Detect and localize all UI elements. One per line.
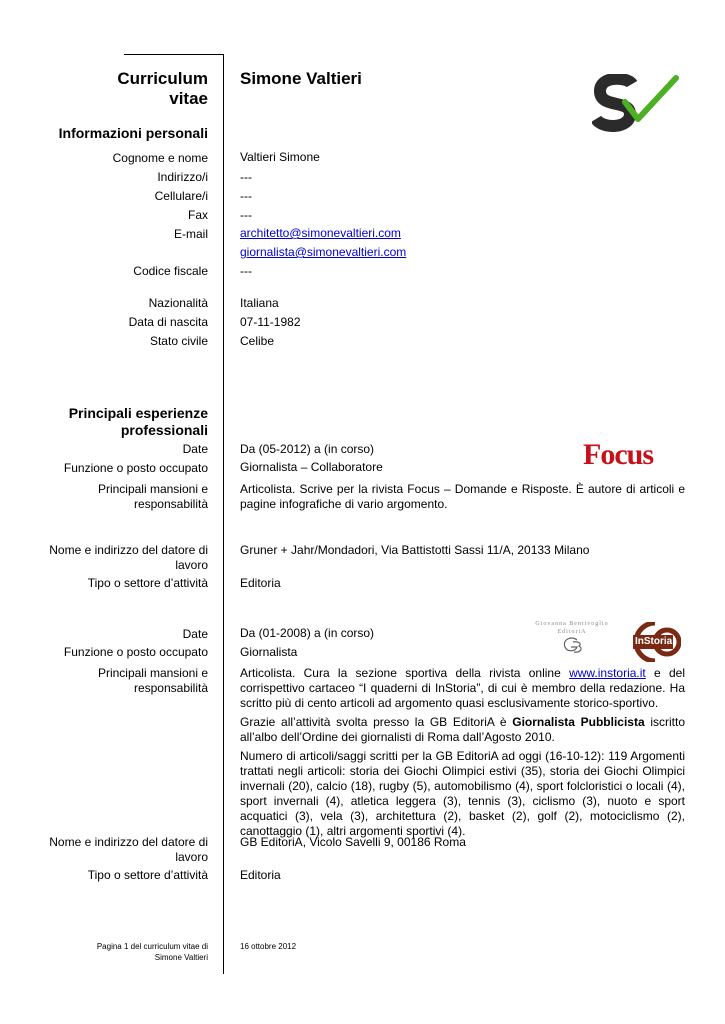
email-link-2[interactable]: giornalista@simonevaltieri.com (240, 245, 407, 259)
job1-sector-value: Editoria (240, 576, 281, 590)
tax-code-value: --- (240, 264, 252, 278)
fax-label: Fax (187, 208, 208, 222)
gb-editoria-logo: Giovanna Bentivoglio EditoriA (526, 620, 618, 659)
tax-code-label: Codice fiscale (133, 264, 208, 278)
job2-sector-value: Editoria (240, 868, 281, 882)
job1-employer-label: Nome e indirizzo del datore di lavoro (49, 543, 208, 572)
job2-duties-paragraph-1: Articolista. Cura la sezione sportiva della rivista online www.instoria.it e del corrispettivo cartaceo “I quaderni di InStoria”, di cui è membro della redazione. Ha scritto più di cento articoli ad argomento quasi esclusivamente storico-sportivo. (240, 666, 686, 710)
job2-duties-paragraph-2: Grazie all’attività svolta presso la GB EditoriA è Giornalista Pubblicista iscritto all’albo dell’Ordine dei giornalisti di Roma dall’Agosto 2010. (240, 715, 685, 744)
column-divider (223, 54, 224, 974)
surname-name-label: Cognome e nome (112, 151, 208, 165)
footer-date: 16 ottobre 2012 (240, 942, 297, 951)
birth-date-label: Data di nascita (128, 315, 208, 329)
mobile-label: Cellulare/i (154, 189, 208, 203)
instoria-link[interactable]: www.instoria.it (569, 666, 646, 680)
civil-status-label: Stato civile (149, 334, 208, 348)
job2-duties-value (240, 666, 685, 839)
job2-role-value: Giornalista (240, 645, 298, 659)
surname-name-value: Valtieri Simone (240, 150, 320, 164)
email-label: E-mail (173, 227, 208, 241)
job2-duties-paragraph-3: Numero di articoli/saggi scritti per la GB EditoriA ad oggi (16-10-12): 119 Argomenti trattati negli articoli: storia dei Giochi Olimpici estivi (35), storia dei Giochi Olimpici invernali (20), calcio (18), rugby (5), automobilismo (4), sport folcloristici o locali (4), sport invernali (4), atletica leggera (3), tennis (3), ciclismo (3), nuoto e sport acquatici (3), vela (3), architettura (2), basket (2), golf (2), motociclismo (2), canottaggio (1), altri argomenti sportivi (4). (240, 749, 685, 838)
job2-employer-value: GB EditoriA, Vicolo Savelli 9, 00186 Roma (240, 835, 466, 849)
instoria-logo (629, 622, 681, 667)
job2-duties-label: Principali mansioni e responsabilità (97, 666, 208, 695)
name-title: Simone Valtieri (240, 69, 362, 88)
job1-role-label: Funzione o posto occupato (63, 461, 208, 475)
footer-page-info: Pagina 1 del curriculum vitae di Simone Valtieri (96, 942, 208, 962)
gb-monogram-icon (559, 636, 585, 656)
personal-logo-icon (592, 74, 680, 132)
job1-date-label: Date (182, 442, 208, 456)
birth-date-value: 07-11-1982 (240, 315, 301, 329)
focus-logo: Focus (583, 438, 653, 471)
job1-employer-value: Gruner + Jahr/Mondadori, Via Battistotti Sassi 11/A, 20133 Milano (240, 543, 590, 557)
job1-date-value: Da (05-2012) a (in corso) (240, 442, 375, 456)
nationality-label: Nazionalità (148, 296, 208, 310)
job2-date-label: Date (182, 627, 208, 641)
job1-role-value: Giornalista – Collaboratore (240, 460, 383, 474)
job2-role-label: Funzione o posto occupato (63, 645, 208, 659)
job1-duties-value: Articolista. Scrive per la rivista Focus – Domande e Risposte. È autore di articoli e pagine infografiche di vario argomento. (240, 482, 685, 511)
instoria-logo-text: InStoria (635, 636, 673, 647)
job1-sector-label: Tipo o settore d’attività (87, 576, 208, 590)
address-label: Indirizzo/i (157, 170, 208, 184)
mobile-value: --- (240, 189, 252, 203)
section-experience: Principali esperienze professionali (68, 405, 208, 438)
top-rule (124, 54, 224, 55)
job2-date-value: Da (01-2008) a (in corso) (240, 626, 375, 640)
email-link-1[interactable]: architetto@simonevaltieri.com (240, 226, 401, 240)
address-value: --- (240, 170, 252, 184)
job2-employer-label: Nome e indirizzo del datore di lavoro (49, 835, 208, 864)
email-value-1 (240, 226, 401, 241)
civil-status-value: Celibe (240, 334, 275, 348)
job1-duties-label: Principali mansioni e responsabilità (97, 482, 208, 511)
email-value-2 (240, 245, 406, 260)
cv-title: Curriculum vitae (117, 69, 208, 108)
section-personal-info: Informazioni personali (58, 125, 208, 141)
fax-value: --- (240, 208, 252, 222)
nationality-value: Italiana (240, 296, 279, 310)
job2-sector-label: Tipo o settore d’attività (87, 868, 208, 882)
